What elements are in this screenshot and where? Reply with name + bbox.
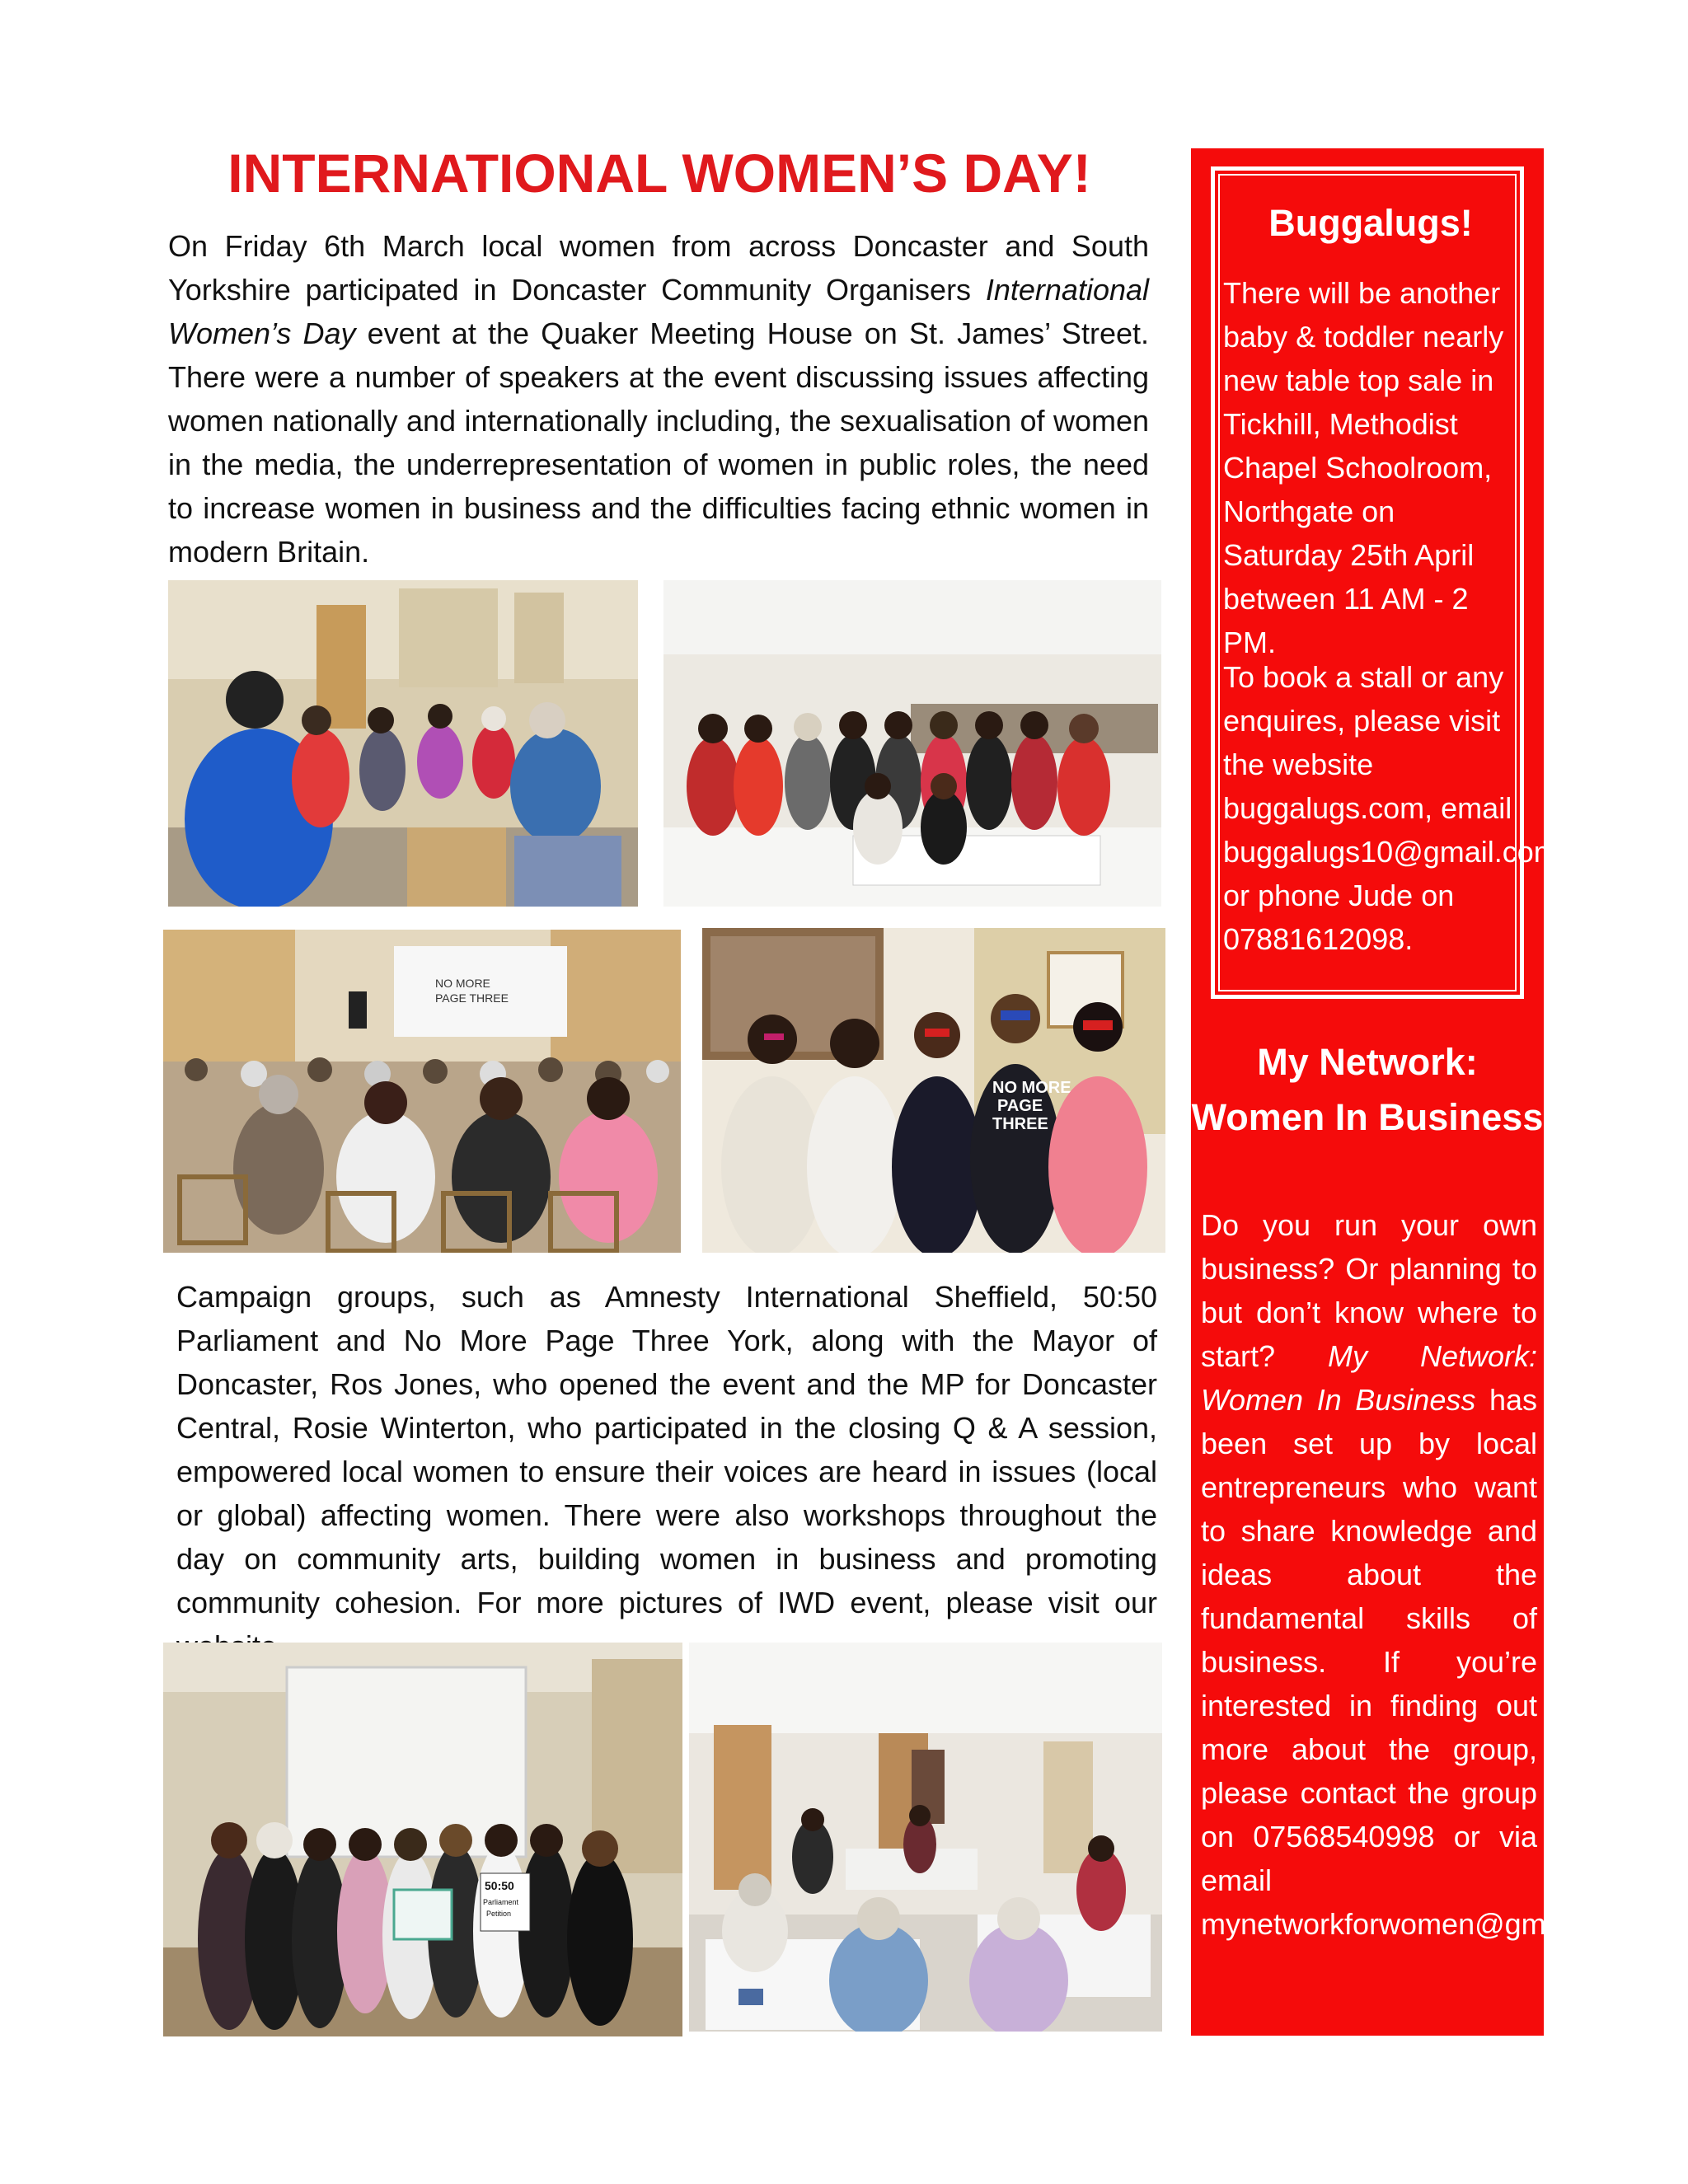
placard-line-3: Petition: [486, 1910, 512, 1918]
event-name: International Women’s Day: [168, 273, 1149, 350]
sidebar: [1191, 148, 1648, 2036]
intro-text-2: event at the Quaker Meeting House on St. James’ Street. There were a number of speakers at the event discussing issues affecting women nationally and internationally including, the sexualisation of women in the media, the underrepresentation of women in public roles, the need to increase women in business and the difficulties facing ethnic women in modern Britain.: [168, 316, 1149, 569]
photo-seated-circle: [168, 580, 638, 907]
photo-women-masks: [702, 928, 1165, 1253]
my-network-text-1: Do you run your own business? Or planning to but don’t know where to start?: [1201, 1208, 1537, 1373]
buggalugs-box: [1211, 166, 1559, 999]
shirt-line-3: THREE: [992, 1115, 1048, 1133]
buggalugs-sale-paragraph: There will be another baby & toddler nearly new table top sale in Tickhill, Methodist Chapel Schoolroom, Northgate on Saturday 25th April between 11 AM - 2 PM.: [1223, 276, 1504, 659]
screen-line-1: NO MORE: [435, 977, 490, 990]
photo-group-standing: [663, 580, 1161, 907]
screen-line-2: PAGE THREE: [435, 991, 509, 1005]
my-network-name: My Network: Women In Business: [1201, 1339, 1537, 1417]
my-network-title: My Network: Women In Business: [1191, 1041, 1544, 1138]
my-network-paragraph: [1201, 1203, 1648, 1946]
my-network-text-2: has been set up by local entrepreneurs who want to share knowledge and ideas about the fundamental skills of business. If you’re interested in finding out more about the group, please contact the group on 07568540998 or via email mynetworkforwomen@gmail.com.: [1201, 1383, 1648, 1941]
placard-line-1: 50:50: [485, 1879, 514, 1892]
photo-audience-screen: [163, 930, 681, 1253]
photo-workshop-tables: [689, 1643, 1162, 2032]
shirt-line-2: PAGE: [997, 1097, 1043, 1115]
intro-paragraph: [168, 224, 1149, 574]
buggalugs-title: Buggalugs!: [1268, 202, 1473, 244]
buggalugs-contact-paragraph: To book a stall or any enquires, please visit the website buggalugs.com, email buggalugs10@gmail.com or phone Jude on 07881612098.: [1223, 660, 1559, 956]
placard-line-2: Parliament: [483, 1898, 519, 1906]
shirt-line-1: NO MORE: [992, 1079, 1071, 1097]
photo-group-banner: [163, 1643, 682, 2036]
page-title: INTERNATIONAL WOMEN’S DAY!: [227, 143, 1091, 204]
intro-text-1: On Friday 6th March local women from across Doncaster and South Yorkshire participated in Doncaster Community Organisers: [168, 229, 1149, 307]
campaign-paragraph: Campaign groups, such as Amnesty International Sheffield, 50:50 Parliament and No More Page Three York, along with the Mayor of Doncaster, Ros Jones, who opened the event and the MP for Doncaster Central, Rosie Winterton, who participated in the closing Q & A session, empowered local women to ensure their voices are heard in issues (local or global) affecting women. There were also workshops throughout the day on community arts, building women in business and promoting community cohesion. For more pictures of IWD event, please visit our: [176, 1280, 1157, 1619]
